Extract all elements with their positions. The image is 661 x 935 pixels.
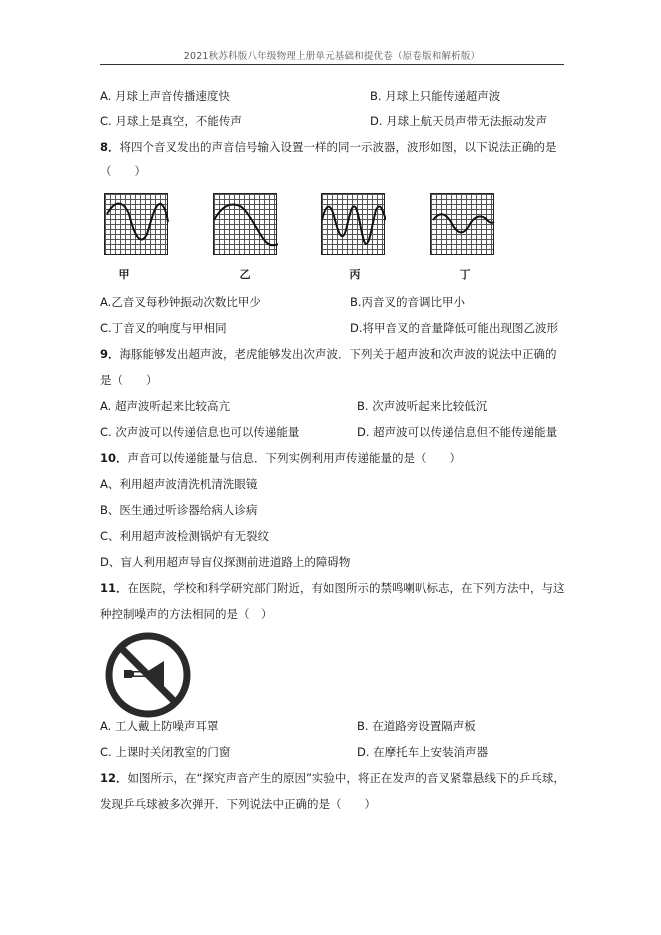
q10-option-c: C、利用超声波检测锅炉有无裂纹 xyxy=(100,529,270,543)
q8-stem-line1 xyxy=(100,139,557,155)
q12-stem-text: 如图所示，在“探究声音产生的原因”实验中，将正在发声的音叉紧靠悬线下的乒乓球， xyxy=(127,771,565,785)
q9-stem-text: 海豚能够发出超声波，老虎能够发出次声波．下列关于超声波和次声波的说法中正确的 xyxy=(119,347,557,361)
q11-option-d: D. 在摩托车上安装消声器 xyxy=(357,745,489,759)
q7-option-b: B. 月球上只能传递超声波 xyxy=(370,89,501,103)
q11-option-c: C. 上课时关闭教室的门窗 xyxy=(100,745,231,759)
q12-stem-line2: 发现乒乓球被多次弹开．下列说法中正确的是（ ） xyxy=(100,797,376,811)
no-honking-sign-icon xyxy=(104,631,192,723)
q12-number: 12． xyxy=(100,771,128,785)
wave-label-bing: 丙 xyxy=(349,268,361,281)
wave-label-yi: 乙 xyxy=(239,268,251,281)
q11-stem-line1 xyxy=(100,580,565,596)
waveform-bing-curve xyxy=(322,194,386,256)
q9-option-c: C. 次声波可以传递信息也可以传递能量 xyxy=(100,425,300,439)
q9-stem-line2: 是（ ） xyxy=(100,373,158,387)
q8-stem-text: 将四个音叉发出的声音信号输入设置一样的同一示波器，波形如图，以下说法正确的是 xyxy=(119,140,557,154)
q7-option-c: C. 月球上是真空，不能传声 xyxy=(100,114,242,128)
waveform-yi-curve xyxy=(214,194,278,256)
q10-number: 10． xyxy=(100,451,128,465)
q10-option-a: A、利用超声波清洗机清洗眼镜 xyxy=(100,477,258,491)
waveform-jia xyxy=(104,193,168,255)
q9-stem-line1 xyxy=(100,346,557,362)
wave-label-ding: 丁 xyxy=(459,268,471,281)
q10-option-d: D、盲人利用超声导盲仪探测前进道路上的障碍物 xyxy=(100,555,351,569)
q10-option-b: B、医生通过听诊器给病人诊病 xyxy=(100,503,258,517)
q11-option-a: A. 工人戴上防噪声耳罩 xyxy=(100,719,219,733)
q10-stem-text: 声音可以传递能量与信息．下列实例利用声传递能量的是（ ） xyxy=(127,451,462,465)
q11-number: 11． xyxy=(100,581,128,595)
wave-label-jia: 甲 xyxy=(118,268,130,281)
q12-stem-line1 xyxy=(100,770,565,786)
q9-option-d: D. 超声波可以传递信息但不能传递能量 xyxy=(357,425,558,439)
q8-stem-line2: （ ） xyxy=(100,164,146,178)
q8-option-c: C.丁音叉的响度与甲相同 xyxy=(100,321,227,335)
q8-number: 8． xyxy=(100,140,120,154)
q9-option-b: B. 次声波听起来比较低沉 xyxy=(357,399,488,413)
waveform-yi xyxy=(213,193,277,255)
q10-stem xyxy=(100,450,461,466)
q8-option-a: A.乙音叉每秒钟振动次数比甲少 xyxy=(100,295,261,309)
q9-option-a: A. 超声波听起来比较高亢 xyxy=(100,399,230,413)
waveform-ding-curve xyxy=(431,194,495,256)
q8-option-d: D.将甲音叉的音量降低可能出现图乙波形 xyxy=(350,321,559,335)
q7-option-a: A. 月球上声音传播速度快 xyxy=(100,89,230,103)
q9-number: 9． xyxy=(100,347,120,361)
q8-option-b: B.丙音叉的音调比甲小 xyxy=(350,295,466,309)
q11-option-b: B. 在道路旁设置隔声板 xyxy=(357,719,476,733)
q11-stem-line2: 种控制噪声的方法相同的是（ ） xyxy=(100,607,273,621)
waveform-jia-curve xyxy=(105,194,169,256)
page-header: 2021秋苏科版八年级物理上册单元基础和提优卷（原卷版和解析版） xyxy=(183,51,481,62)
q11-stem-text: 在医院，学校和科学研究部门附近，有如图所示的禁鸣喇叭标志，在下列方法中，与这 xyxy=(127,581,565,595)
q7-option-d: D. 月球上航天员声带无法振动发声 xyxy=(370,114,548,128)
waveform-ding xyxy=(430,193,494,255)
waveform-bing xyxy=(321,193,385,255)
header-rule xyxy=(100,64,564,65)
